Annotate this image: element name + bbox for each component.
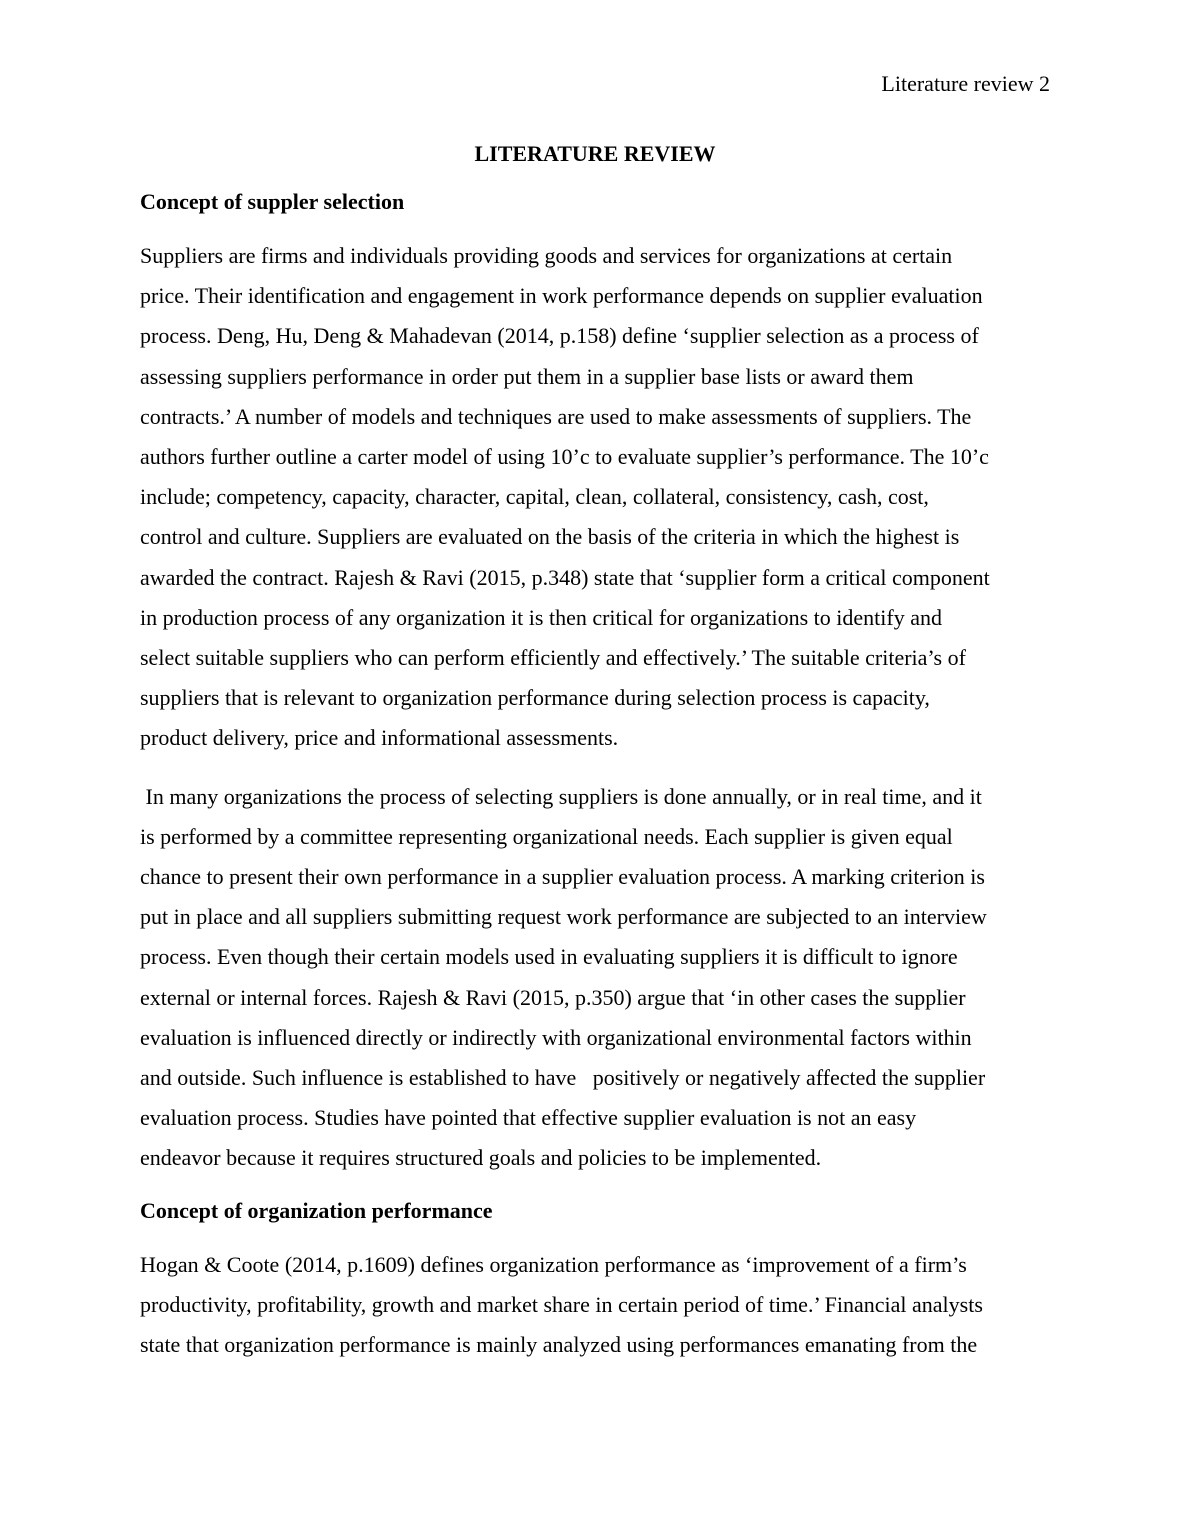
paragraph-spacer	[140, 759, 1050, 777]
text-line: select suitable suppliers who can perform efficiently and effectively.’ The suitable criteria’s of	[140, 645, 966, 671]
text-line: In many organizations the process of selecting suppliers is done annually, or in real time, and it	[140, 783, 982, 809]
text-line: product delivery, price and informational assessments.	[140, 725, 619, 751]
text-line: process. Deng, Hu, Deng & Mahadevan (2014, p.158) define ‘supplier selection as a process of	[140, 323, 979, 349]
text-line: evaluation process. Studies have pointed that effective supplier evaluation is not an easy	[140, 1105, 917, 1131]
text-line: Suppliers are firms and individuals providing goods and services for organizations at certain	[140, 243, 953, 268]
text-line: process. Even though their certain models used in evaluating suppliers it is difficult to ignore	[140, 944, 958, 970]
text-line: and outside. Such influence is established to have positively or negatively affected the supplier	[140, 1065, 986, 1091]
paragraph-supplier-selection-2	[140, 777, 1050, 1179]
text-line: control and culture. Suppliers are evaluated on the basis of the criteria in which the highest is	[140, 524, 960, 550]
text-line: include; competency, capacity, character, capital, clean, collateral, consistency, cash, cost,	[140, 484, 929, 510]
text-line: authors further outline a carter model of using 10’c to evaluate supplier’s performance. The 10’c	[140, 444, 989, 470]
running-head: Literature review 2	[881, 71, 1050, 96]
text-line: evaluation is influenced directly or indirectly with organizational environmental factors within	[140, 1024, 972, 1050]
paragraph-spacer	[140, 1179, 1050, 1197]
text-line: chance to present their own performance in a supplier evaluation process. A marking criterion is	[140, 864, 985, 890]
text-line: put in place and all suppliers submitting request work performance are subjected to an interview	[140, 904, 987, 930]
paragraph-organization-performance-1	[140, 1245, 1050, 1366]
text-line: awarded the contract. Rajesh & Ravi (2015, p.348) state that ‘supplier form a critical component	[140, 564, 990, 590]
text-line: price. Their identification and engagement in work performance depends on supplier evaluation	[140, 283, 983, 309]
text-line: external or internal forces. Rajesh & Ravi (2015, p.350) argue that ‘in other cases the supplier	[140, 984, 966, 1010]
section-heading-organization-performance: Concept of organization performance	[140, 1197, 493, 1223]
section-heading-supplier-selection: Concept of suppler selection	[140, 189, 405, 214]
text-line: productivity, profitability, growth and market share in certain period of time.’ Financial analysts	[140, 1291, 983, 1317]
paragraph-supplier-selection-1	[140, 236, 1050, 759]
page-title: LITERATURE REVIEW	[474, 141, 716, 166]
text-line: Hogan & Coote (2014, p.1609) defines organization performance as ‘improvement of a firm’s	[140, 1251, 967, 1277]
text-line: state that organization performance is mainly analyzed using performances emanating from the	[140, 1332, 978, 1358]
document-body	[140, 140, 1050, 1365]
text-line: suppliers that is relevant to organization performance during selection process is capacity,	[140, 685, 930, 711]
text-line: assessing suppliers performance in order put them in a supplier base lists or award them	[140, 363, 914, 389]
text-line: is performed by a committee representing organizational needs. Each supplier is given equal	[140, 823, 953, 849]
text-line: in production process of any organization it is then critical for organizations to identify and	[140, 604, 942, 630]
text-line: endeavor because it requires structured goals and policies to be implemented.	[140, 1145, 822, 1171]
text-line: contracts.’ A number of models and techniques are used to make assessments of suppliers. The	[140, 403, 972, 429]
